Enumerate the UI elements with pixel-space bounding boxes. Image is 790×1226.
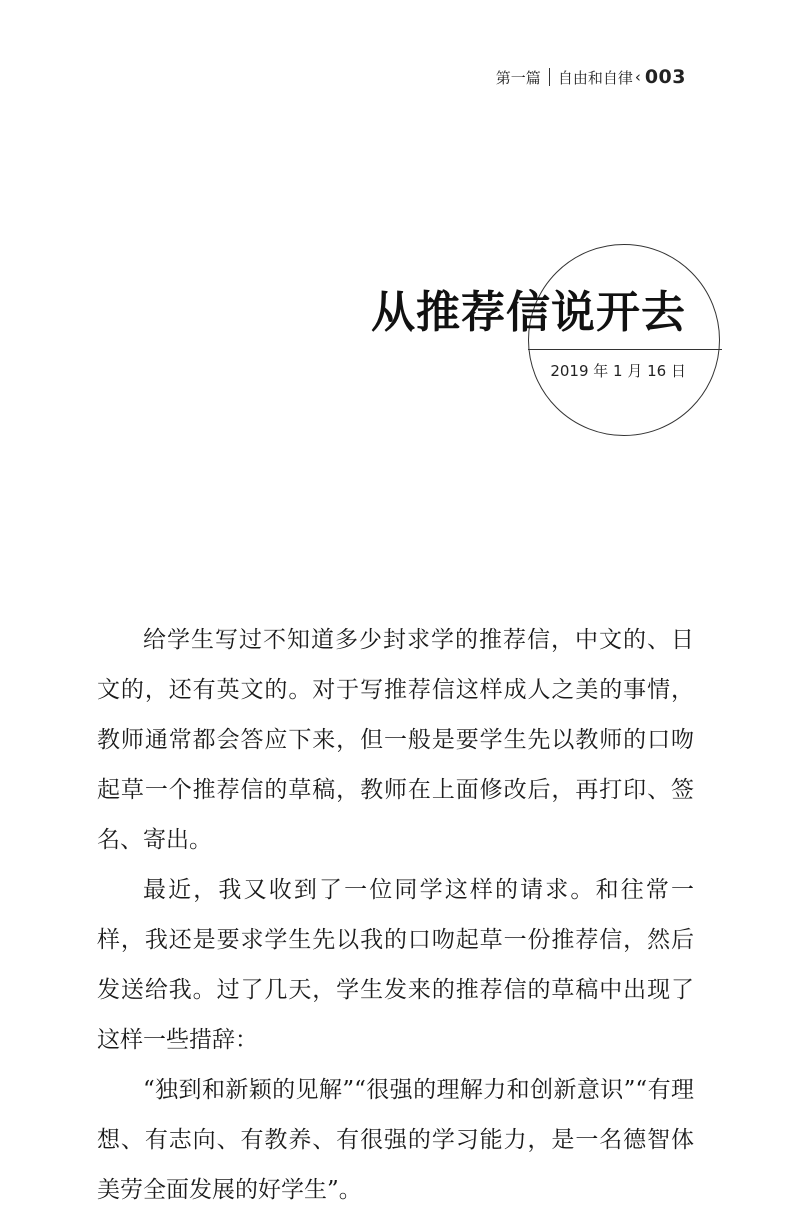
section-label: 自由和自律 [557, 68, 633, 87]
paragraph: “独到和新颖的见解”“很强的理解力和创新意识”“有理想、有志向、有教养、有很强的学习能力，是一名德智体美劳全面发展的好学生”。 [97, 1077, 694, 1203]
header-divider [549, 68, 550, 86]
page-number: 003 [644, 66, 686, 88]
chevron-left-icon: ‹ [634, 68, 641, 86]
running-header [496, 66, 686, 88]
body-text [97, 615, 694, 1215]
title-underline [528, 349, 722, 350]
chapter-title: 从推荐信说开去 [371, 287, 686, 338]
chapter-date: 2019 年 1 月 16 日 [550, 362, 686, 380]
paragraph: 最近，我又收到了一位同学这样的请求。和往常一样，我还是要求学生先以我的口吻起草一份推荐信，然后发送给我。过了几天，学生发来的推荐信的草稿中出现了这样一些措辞： [97, 877, 694, 1053]
part-label: 第一篇 [495, 68, 541, 87]
paragraph: 给学生写过不知道多少封求学的推荐信，中文的、日文的，还有英文的。对于写推荐信这样成人之美的事情，教师通常都会答应下来，但一般是要学生先以教师的口吻起草一个推荐信的草稿，教师在上面修改后，再打印、签名、寄出。 [97, 627, 694, 853]
